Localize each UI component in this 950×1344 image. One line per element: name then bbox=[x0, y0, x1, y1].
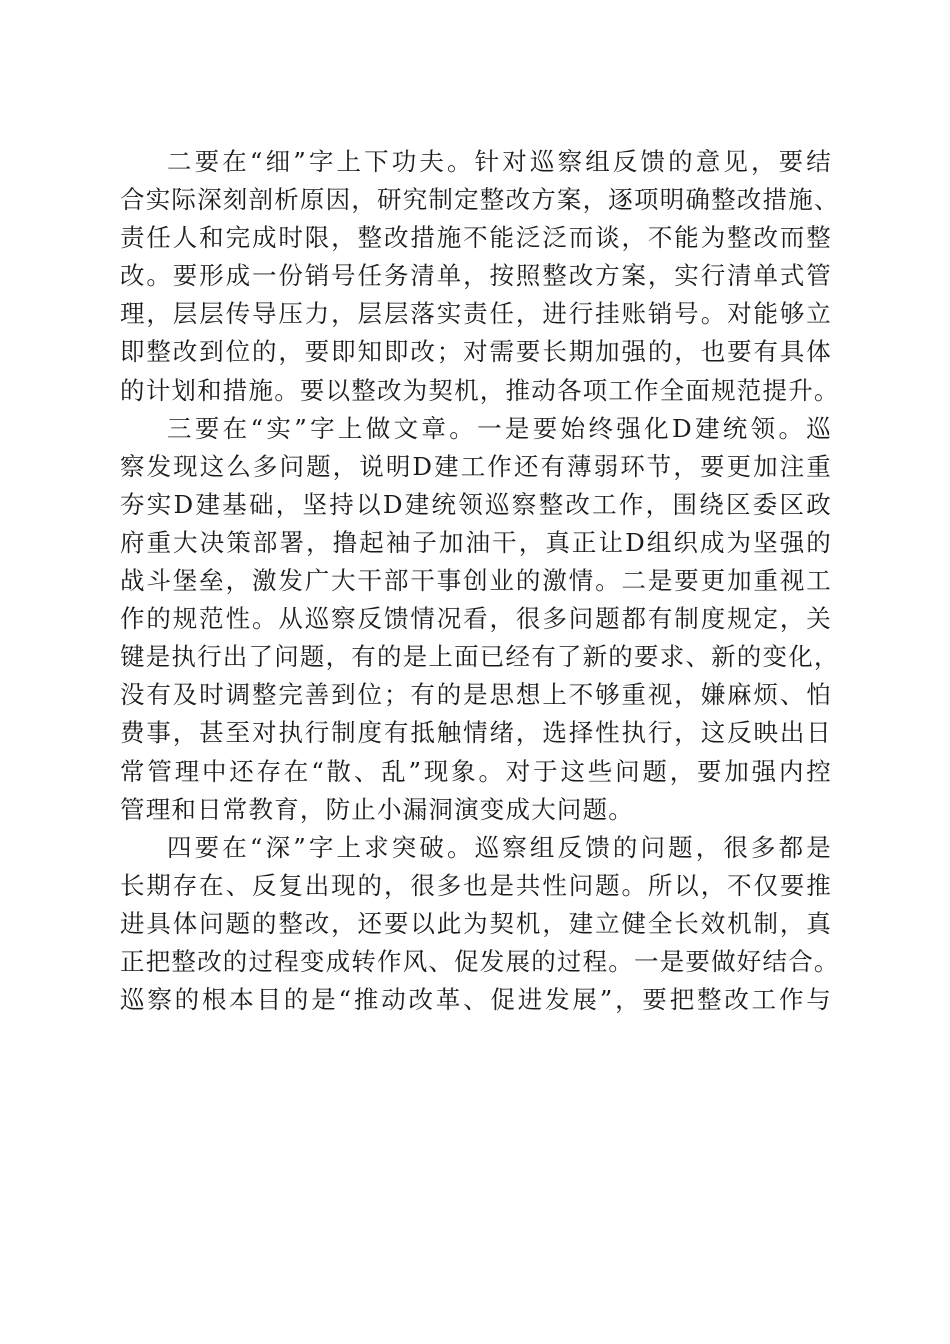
text-line: 的计划和措施。要以整改为契机，推动各项工作全面规范提升。 bbox=[120, 375, 840, 405]
text-line: 键是执行出了问题，有的是上面已经有了新的要求、新的变化， bbox=[120, 642, 840, 672]
text-line: 巡察的根本目的是“推动改革、促进发展”，要把整改工作与 bbox=[120, 985, 832, 1015]
paragraph-4 bbox=[120, 829, 840, 1019]
text-line: 改。要形成一份销号任务清单，按照整改方案，实行清单式管 bbox=[120, 261, 832, 291]
text-line: 没有及时调整完善到位；有的是思想上不够重视，嫌麻烦、怕 bbox=[120, 680, 832, 710]
text-line: 理，层层传导压力，层层落实责任，进行挂账销号。对能够立 bbox=[120, 299, 832, 329]
text-line: 合实际深刻剖析原因，研究制定整改方案，逐项明确整改措施、 bbox=[120, 185, 840, 215]
paragraph-2 bbox=[120, 143, 840, 410]
text-line: 四要在“深”字上求突破。巡察组反馈的问题，很多都是 bbox=[167, 832, 832, 862]
text-line: 二要在“细”字上下功夫。针对巡察组反馈的意见，要结 bbox=[167, 147, 832, 176]
text-line: 府重大决策部署，撸起袖子加油干，真正让D组织成为坚强的 bbox=[120, 527, 832, 557]
text-line: 长期存在、反复出现的，很多也是共性问题。所以，不仅要推 bbox=[120, 870, 832, 900]
text-line: 夯实D建基础，坚持以D建统领巡察整改工作，围绕区委区政 bbox=[120, 489, 832, 519]
text-line: 正把整改的过程变成转作风、促发展的过程。一是要做好结合。 bbox=[120, 946, 840, 976]
text-line: 作的规范性。从巡察反馈情况看，很多问题都有制度规定，关 bbox=[120, 604, 832, 634]
text-line: 进具体问题的整改，还要以此为契机，建立健全长效机制，真 bbox=[120, 908, 832, 938]
text-line: 管理和日常教育，防止小漏洞演变成大问题。 bbox=[120, 794, 634, 824]
text-line: 三要在“实”字上做文章。一是要始终强化D建统领。巡 bbox=[167, 413, 832, 443]
text-line: 战斗堡垒，激发广大干部干事创业的激情。二是要更加重视工 bbox=[120, 566, 832, 596]
document-body bbox=[120, 143, 840, 1019]
text-line: 察发现这么多问题，说明D建工作还有薄弱环节，要更加注重 bbox=[120, 451, 832, 481]
text-line: 常管理中还存在“散、乱”现象。对于这些问题，要加强内控 bbox=[120, 756, 832, 786]
text-line: 责任人和完成时限，整改措施不能泛泛而谈，不能为整改而整 bbox=[120, 223, 832, 253]
text-line: 费事，甚至对执行制度有抵触情绪，选择性执行，这反映出日 bbox=[120, 718, 832, 748]
paragraph-3 bbox=[120, 410, 840, 829]
text-line: 即整改到位的，要即知即改；对需要长期加强的，也要有具体 bbox=[120, 337, 832, 367]
